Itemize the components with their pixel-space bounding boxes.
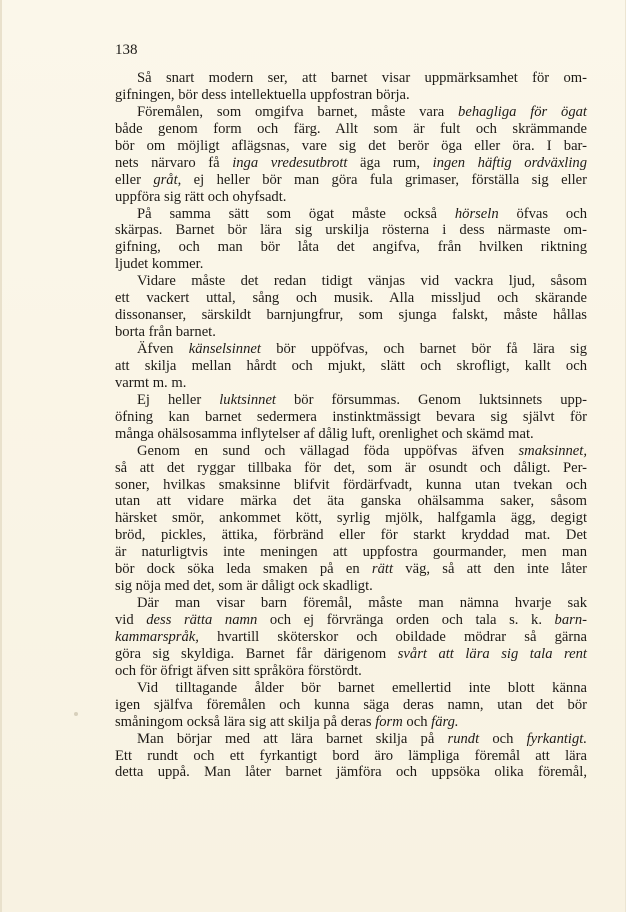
italic-text: fyrkantigt. bbox=[526, 730, 587, 747]
text-line bbox=[115, 222, 587, 239]
text-line bbox=[115, 426, 587, 443]
text-segment: skärpas. Barnet bör lära sig urskilja rösterna i dess närmaste om- bbox=[115, 222, 587, 239]
text-segment: och för öfrigt äfven sitt språköra förstördt. bbox=[115, 662, 362, 679]
page-number: 138 bbox=[115, 42, 138, 58]
text-segment: så att det ryggar tillbaka för det, som är osundt och dåligt. Per- bbox=[115, 459, 587, 476]
text-line bbox=[115, 748, 587, 765]
text-line bbox=[115, 443, 587, 460]
text-line bbox=[115, 189, 587, 206]
text-segment: öfvas och bbox=[498, 205, 587, 222]
text-segment: Där man visar barn föremål, måste man nämna hvarje sak bbox=[137, 595, 587, 612]
text-segment: igen själfva föremålen och kunna säga deras namn, utan det bör bbox=[115, 696, 587, 713]
text-line bbox=[115, 273, 587, 290]
text-segment: småningom också lära sig att skilja på deras bbox=[115, 713, 376, 730]
text-segment: nets närvaro få bbox=[115, 154, 233, 171]
italic-text: luktsinnet bbox=[219, 391, 276, 408]
text-segment: väg, så att den inte låter bbox=[393, 561, 587, 578]
text-segment: Så snart modern ser, att barnet visar uppmärksamhet för om- bbox=[137, 70, 587, 86]
text-line bbox=[115, 392, 587, 409]
text-line bbox=[115, 544, 587, 561]
text-segment: bör dock söka leda smaken på en bbox=[115, 561, 372, 578]
text-line bbox=[115, 239, 587, 256]
text-segment: Vidare måste det redan tidigt vänjas vid vackra ljud, såsom bbox=[137, 273, 587, 290]
italic-text: dess rätta namn bbox=[146, 612, 258, 628]
text-segment: och ej förvränga orden och tala s. k. bbox=[257, 612, 555, 628]
text-segment: Vid tilltagande ålder bör barnet emellertid inte blott känna bbox=[137, 679, 587, 696]
text-line bbox=[115, 731, 587, 748]
text-segment: utan att vidare märka det äta ganska ohälsamma saker, såsom bbox=[115, 493, 587, 510]
text-segment: och bbox=[402, 713, 432, 730]
text-line bbox=[115, 206, 587, 223]
text-segment: dissonanser, särskildt barnjungfrur, som sjunga falskt, måste hållas bbox=[115, 307, 587, 324]
text-line bbox=[115, 697, 587, 714]
text-line bbox=[115, 290, 587, 307]
text-line bbox=[115, 578, 587, 595]
text-segment: gifning, och man bör låta det angifva, från hvilken riktning bbox=[115, 239, 587, 256]
text-segment: På samma sätt som ögat måste också bbox=[137, 205, 455, 222]
text-line bbox=[115, 256, 587, 273]
italic-text: smaksinnet, bbox=[518, 442, 587, 459]
italic-text: färg. bbox=[431, 713, 459, 730]
italic-text: barn- bbox=[554, 612, 587, 628]
italic-text: form bbox=[375, 713, 403, 730]
text-segment: varmt m. m. bbox=[115, 374, 187, 391]
text-line bbox=[115, 409, 587, 426]
italic-text: ingen häftig ordväxling bbox=[432, 154, 587, 171]
text-segment: Man börjar med att lära barnet skilja på bbox=[137, 730, 448, 747]
text-segment: många ohälsosamma inflytelser af dålig luft, orenlighet och skämd mat. bbox=[115, 425, 534, 442]
text-segment: borta från barnet. bbox=[115, 324, 216, 341]
text-segment: hvartill sköterskor och obildade mödrar så gärna bbox=[198, 628, 587, 645]
text-segment: att skilja mellan hårdt och mjukt, slätt och skrofligt, kallt och bbox=[115, 357, 587, 374]
text-segment: sig nöja med det, som är dåligt ock skadligt. bbox=[115, 578, 373, 595]
text-line bbox=[115, 764, 587, 781]
text-line bbox=[115, 493, 587, 510]
text-segment: öfning kan barnet sedermera instinktmässigt bevara sig självt för bbox=[115, 408, 587, 425]
italic-text: rätt bbox=[371, 561, 394, 578]
text-line bbox=[115, 307, 587, 324]
text-line bbox=[115, 104, 587, 121]
italic-text: svårt att lära sig tala rent bbox=[397, 645, 587, 662]
italic-text: behagliga för ögat bbox=[458, 103, 587, 120]
text-line bbox=[115, 70, 587, 87]
text-segment: gifningen, bör dess intellektuella uppfostran börja. bbox=[115, 86, 410, 103]
text-segment: härsket smör, ankommet kött, syrlig mjölk, halfgamla ägg, degigt bbox=[115, 510, 587, 527]
text-line bbox=[115, 138, 587, 155]
italic-text: känselsinnet bbox=[188, 341, 261, 357]
text-segment: eller bbox=[115, 171, 154, 188]
italic-text: rundt bbox=[447, 730, 480, 747]
italic-text: gråt bbox=[153, 171, 178, 188]
text-line bbox=[115, 375, 587, 392]
italic-text: kammarspråk, bbox=[115, 628, 199, 645]
text-segment: ljudet kommer. bbox=[115, 256, 204, 273]
text-line bbox=[115, 121, 587, 138]
text-segment: , ej heller bör man göra fula grimaser, förställa sig eller bbox=[177, 171, 587, 188]
text-line bbox=[115, 646, 587, 663]
text-line bbox=[115, 612, 587, 629]
text-segment: ett vackert uttal, sång och musik. Alla missljud och skärande bbox=[115, 290, 587, 307]
text-line bbox=[115, 510, 587, 527]
text-segment: soner, hvilkas smaksinne blifvit fördärfvadt, kunna utan tvekan och bbox=[115, 476, 587, 493]
text-line bbox=[115, 87, 587, 104]
text-segment: och bbox=[479, 730, 527, 747]
text-segment: uppföra sig rätt och ohyfsadt. bbox=[115, 188, 287, 205]
text-segment: bröd, pickles, ättika, förbränd eller för starkt kryddad mat. Det bbox=[115, 527, 587, 544]
text-segment: bör om möjligt aflägsnas, vare sig det berör öga eller öra. I bar- bbox=[115, 137, 587, 154]
text-line bbox=[115, 477, 587, 494]
text-line bbox=[115, 155, 587, 172]
text-line bbox=[115, 629, 587, 646]
text-line bbox=[115, 341, 587, 358]
paper-spot bbox=[74, 712, 78, 716]
text-segment: Ej heller bbox=[137, 391, 220, 408]
text-line bbox=[115, 561, 587, 578]
text-segment: detta uppå. Man låter barnet jämföra och uppsöka olika föremål, bbox=[115, 764, 587, 781]
text-line bbox=[115, 460, 587, 477]
text-line bbox=[115, 714, 587, 731]
text-segment: vid bbox=[115, 612, 147, 628]
text-segment: Ett rundt och ett fyrkantigt bord äro lämpliga föremål att lära bbox=[115, 747, 587, 764]
text-segment: Föremålen, som omgifva barnet, måste vara bbox=[137, 103, 459, 120]
text-line bbox=[115, 172, 587, 189]
body-text bbox=[115, 70, 587, 781]
italic-text: hörseln bbox=[454, 205, 499, 222]
text-line bbox=[115, 358, 587, 375]
text-line bbox=[115, 324, 587, 341]
text-line bbox=[115, 663, 587, 680]
italic-text: inga vredesutbrott bbox=[232, 154, 348, 171]
text-segment: både genom form och färg. Allt som är fult och skrämmande bbox=[115, 120, 587, 137]
text-segment: Genom en sund och vällagad föda uppöfvas äfven bbox=[137, 442, 519, 459]
text-segment: göra sig skyldiga. Barnet får därigenom bbox=[115, 645, 398, 662]
text-line bbox=[115, 527, 587, 544]
text-segment: är naturligtvis inte meningen att uppfostra gourmander, men man bbox=[115, 544, 587, 561]
text-segment: Äfven bbox=[137, 341, 189, 357]
text-segment: bör försummas. Genom luktsinnets upp- bbox=[275, 391, 587, 408]
text-line bbox=[115, 680, 587, 697]
text-segment: bör uppöfvas, och barnet bör få lära sig bbox=[260, 341, 588, 357]
text-line bbox=[115, 595, 587, 612]
text-segment: äga rum, bbox=[347, 154, 433, 171]
